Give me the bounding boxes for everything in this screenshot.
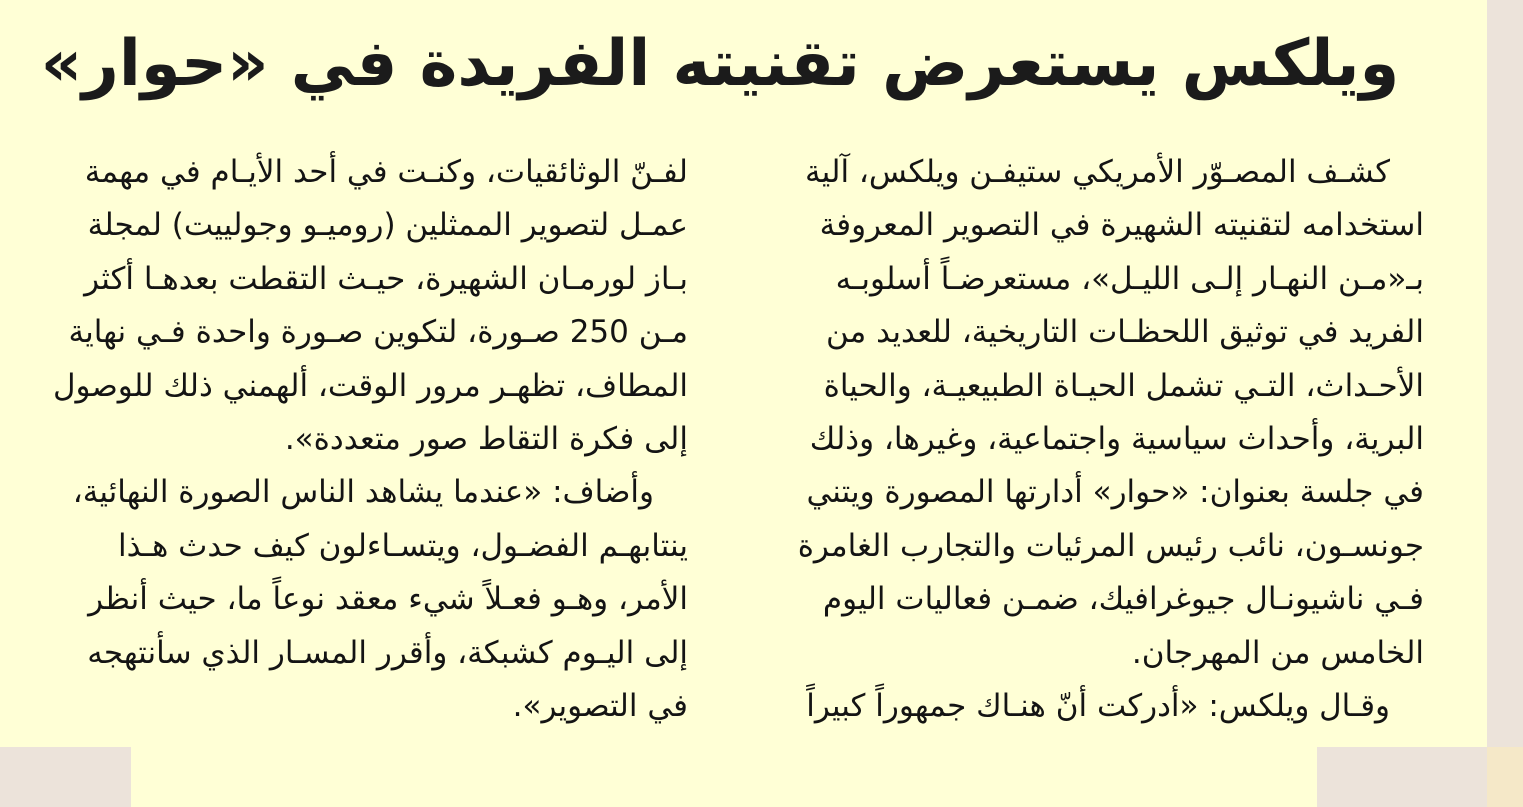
text-line: الخامس من المهرجان.	[1131, 634, 1424, 671]
text-line: الأمر، وهـو فعـلاً شيء معقد نوعاً ما، حيث أنظر	[88, 581, 688, 618]
article-column-left	[22, 146, 688, 733]
paper-bottom-strip	[131, 747, 1317, 807]
text-line: بـاز لورمـان الشهيرة، حيـث التقطت بعدهـا أكثر	[84, 260, 688, 297]
text-line: إلى فكرة التقاط صور متعددة».	[284, 420, 688, 457]
text-line: كشـف المصـوّر الأمريكي ستيفـن ويلكس، آلية	[805, 154, 1390, 190]
text-line: لفـنّ الوثائقيات، وكنـت في أحد الأيـام في مهمة	[84, 154, 688, 190]
text-line: في التصوير».	[512, 687, 688, 724]
text-line: بـ«مـن النهـار إلـى الليـل»، مستعرضـاً أسلوبـه	[835, 260, 1424, 297]
article-headline: ويلكس يستعرض تقنيته الفريدة في «حوار»	[40, 27, 1400, 101]
text-line: البرية، وأحداث سياسية واجتماعية، وغيرها، وذلك	[809, 420, 1424, 457]
text-line: إلى اليـوم كشبكة، وأقرر المسـار الذي سأنتهجه	[87, 634, 688, 671]
text-line: وقـال ويلكس: «أدركت أنّ هنـاك جمهوراً كبيراً	[806, 687, 1390, 724]
text-line: في جلسة بعنوان: «حوار» أدارتها المصورة ويتني	[806, 474, 1424, 511]
paper-edge	[1487, 747, 1523, 807]
article-column-right	[752, 146, 1424, 733]
text-line: وأضاف: «عندما يشاهد الناس الصورة النهائية،	[72, 474, 654, 511]
text-line: استخدامه لتقنيته الشهيرة في التصوير المعروفة	[819, 207, 1424, 244]
text-line: جونسـون، نائب رئيس المرئيات والتجارب الغامرة	[797, 527, 1424, 564]
text-line: الأحـداث، التـي تشمل الحيـاة الطبيعيـة، والحياة	[823, 367, 1424, 404]
text-line: مـن 250 صـورة، لتكوين صـورة واحدة فـي نهاية	[68, 314, 688, 351]
text-line: ينتابهـم الفضـول، ويتسـاءلون كيف حدث هـذا	[117, 527, 688, 564]
text-line: الفريد في توثيق اللحظـات التاريخية، للعديد من	[826, 314, 1424, 351]
text-line: عمـل لتصوير الممثلين (روميـو وجولييت) لمجلة	[87, 207, 688, 244]
text-line: المطاف، تظهـر مرور الوقت، ألهمني ذلك للوصول	[52, 367, 688, 404]
text-line: فـي ناشيونـال جيوغرافيك، ضمـن فعاليات اليوم	[822, 581, 1424, 618]
